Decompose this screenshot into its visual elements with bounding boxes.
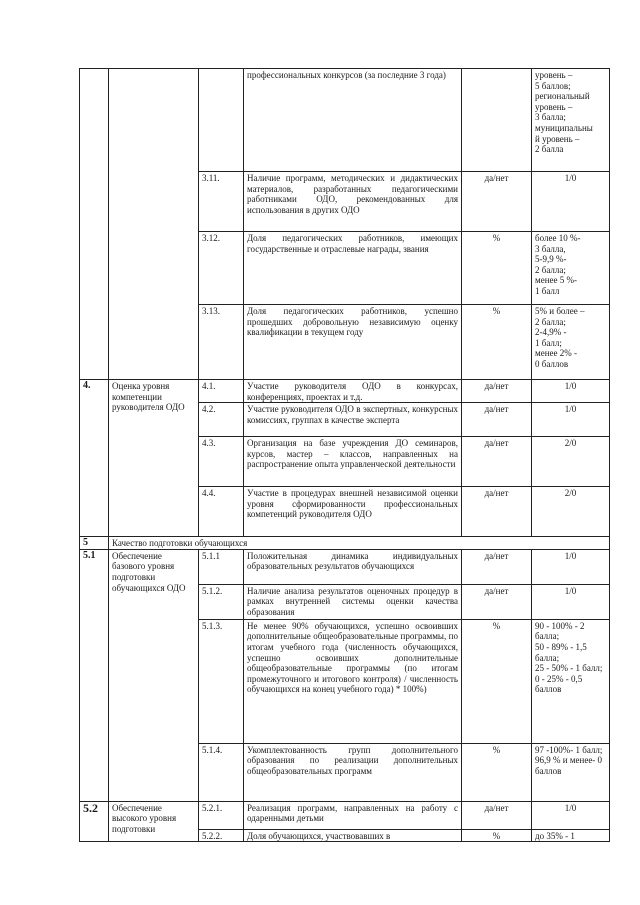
section-title-cell [109,69,199,380]
indicator-text: профессиональных конкурсов (за последние 3 года) [244,69,462,172]
unit-text: да/нет [462,549,532,584]
indicator-text: Доля педагогических работников, успешно прошедших добровольную независимую оценку квалификации в текущем году [244,305,462,380]
item-number: 3.12. [199,232,244,305]
indicator-text: Участие в процедурах внешней независимой оценки уровня сформированности профессиональных компетенций руководителя ОДО [244,487,462,537]
section-number: 5.1 [80,549,109,801]
points-text: уровень – 5 баллов; региональный уровень – 3 балла; муниципальны й уровень – 2 балла [532,69,610,172]
points-text: 1/0 [532,380,610,403]
item-number: 5.1.3. [199,619,244,743]
item-number: 4.4. [199,487,244,537]
item-number: 5.1.4. [199,743,244,801]
section-number-cell [80,69,109,380]
unit-text: да/нет [462,172,532,232]
item-number: 3.11. [199,172,244,232]
item-number: 5.2.1. [199,801,244,829]
item-number: 5.2.2. [199,829,244,842]
indicator-text: Участие руководителя ОДО в экспертных, конкурсных комиссиях, группах в качестве эксперта [244,403,462,437]
section-number: 4. [80,380,109,537]
indicator-text: Положительная динамика индивидуальных образовательных результатов обучающихся [244,549,462,584]
table-row [80,549,610,584]
points-text: 1/0 [532,801,610,829]
points-text: 97 -100%- 1 балл; 96,9 % и менее- 0 баллов [532,743,610,801]
indicator-text: Доля обучающихся, участвовавших в [244,829,462,842]
indicator-text: Реализация программ, направленных на работу с одаренными детьми [244,801,462,829]
points-text: до 35% - 1 [532,829,610,842]
unit-text: да/нет [462,380,532,403]
points-text: 1/0 [532,584,610,619]
points-text: 5% и более – 2 балла; 2-4,9% - 1 балл; менее 2% - 0 баллов [532,305,610,380]
points-text: 1/0 [532,403,610,437]
section-title: Оценка уровня компетенции руководителя ОДО [109,380,199,537]
section-header-row [80,537,610,550]
unit-text: % [462,305,532,380]
table-row [80,380,610,403]
points-text: 2/0 [532,437,610,487]
item-number: 4.2. [199,403,244,437]
table-row [80,69,610,172]
unit-text: % [462,232,532,305]
unit-text [462,69,532,172]
section-number: 5 [80,537,109,550]
criteria-table [79,68,610,842]
unit-text: % [462,829,532,842]
indicator-text: Наличие программ, методических и дидактических материалов, разработанных педагогическими работниками ОДО, рекомендованных для использования в других ОДО [244,172,462,232]
section-title: Обеспечение базового уровня подготовки обучающихся ОДО [109,549,199,801]
points-text: 2/0 [532,487,610,537]
points-text: более 10 %- 3 балла, 5-9,9 %- 2 балла; менее 5 %- 1 балл [532,232,610,305]
points-text: 1/0 [532,172,610,232]
unit-text: да/нет [462,801,532,829]
indicator-text: Укомплектованность групп дополнительного образования по реализации дополнительных общеобразовательных программ [244,743,462,801]
section-title: Качество подготовки обучающихся [109,537,610,550]
item-number [199,69,244,172]
indicator-text: Организация на базе учреждения ДО семинаров, курсов, мастер – классов, направленных на распространение опыта управленческой деятельности [244,437,462,487]
indicator-text: Участие руководителя ОДО в конкурсах, конференциях, проектах и т.д. [244,380,462,403]
points-text: 1/0 [532,549,610,584]
indicator-text: Наличие анализа результатов оценочных процедур в рамках внутренней системы оценки качества образования [244,584,462,619]
unit-text: да/нет [462,487,532,537]
unit-text: да/нет [462,437,532,487]
table-row [80,801,610,829]
points-text: 90 - 100% - 2 балла; 50 - 89% - 1,5 балла; 25 - 50% - 1 балл; 0 - 25% - 0,5 баллов [532,619,610,743]
item-number: 5.1.1 [199,549,244,584]
indicator-text: Доля педагогических работников, имеющих государственные и отраслевые награды, звания [244,232,462,305]
unit-text: % [462,619,532,743]
item-number: 3.13. [199,305,244,380]
unit-text: да/нет [462,403,532,437]
item-number: 4.1. [199,380,244,403]
unit-text: да/нет [462,584,532,619]
section-title: Обеспечение высокого уровня подготовки [109,801,199,842]
unit-text: % [462,743,532,801]
section-number: 5.2 [80,801,109,842]
item-number: 4.3. [199,437,244,487]
item-number: 5.1.2. [199,584,244,619]
indicator-text: Не менее 90% обучающихся, успешно освоивших дополнительные общеобразовательные программы, по итогам учебного года (численность обучающихся, успешно освоивших дополнительные общеобразовательные программы (по итогам промежуточного и итогового контроля) / численность обучающихся на конец учебного года) * 100%) [244,619,462,743]
